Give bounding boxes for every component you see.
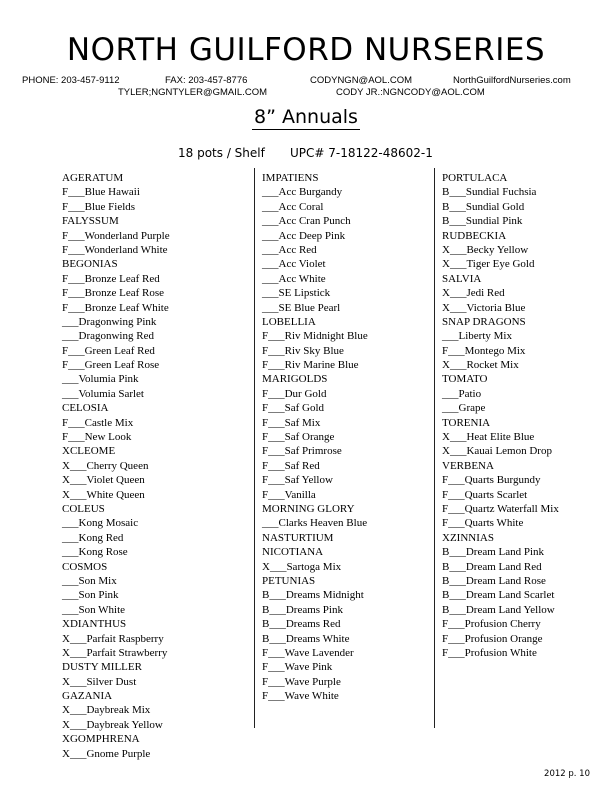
page-footer: 2012 p. 10 xyxy=(544,769,590,779)
category-heading: TORENIA xyxy=(442,416,491,429)
plant-item: X___Becky Yellow xyxy=(442,243,529,256)
plant-item: B___Dream Land Yellow xyxy=(442,603,555,616)
plant-item: ___Son Mix xyxy=(62,574,117,587)
phone-text: PHONE: 203-457-9112 xyxy=(22,75,120,86)
plant-item: X___Sartoga Mix xyxy=(262,560,342,573)
plant-item: ___Acc Violet xyxy=(262,258,326,271)
category-heading: XCLEOME xyxy=(62,445,116,458)
plant-list-column-3 xyxy=(442,171,559,660)
plant-item: F___Riv Midnight Blue xyxy=(262,330,368,343)
plant-item: F___Blue Fields xyxy=(62,200,136,213)
plant-item: ___Son White xyxy=(62,603,126,616)
plant-item: ___Dragonwing Red xyxy=(62,330,154,343)
plant-item: F___Bronze Leaf White xyxy=(62,301,169,314)
plant-item: B___Dream Land Red xyxy=(442,560,542,573)
plant-item: F___Wonderland White xyxy=(62,243,168,256)
plant-item: ___Volumia Pink xyxy=(62,373,139,386)
category-heading: LOBELLIA xyxy=(262,315,316,328)
plant-item: X___White Queen xyxy=(62,488,145,501)
column-divider xyxy=(434,168,435,728)
plant-item: ___Dragonwing Pink xyxy=(62,315,157,328)
plant-item: ___Acc White xyxy=(262,272,326,285)
plant-item: B___Dreams Red xyxy=(262,618,341,631)
plant-item: X___Jedi Red xyxy=(442,287,505,300)
plant-item: F___Bronze Leaf Rose xyxy=(62,287,165,300)
plant-item: ___Clarks Heaven Blue xyxy=(262,517,368,530)
plant-item: B___Sundial Pink xyxy=(442,215,523,228)
plant-item: ___Kong Red xyxy=(62,531,124,544)
plant-item: F___Profusion White xyxy=(442,646,537,659)
category-heading: MORNING GLORY xyxy=(262,502,355,515)
plant-item: F___Green Leaf Red xyxy=(62,344,155,357)
category-heading: IMPATIENS xyxy=(262,172,319,184)
category-heading: MARIGOLDS xyxy=(262,373,328,386)
plant-item: F___Saf Yellow xyxy=(262,474,333,487)
plant-item: B___Dream Land Scarlet xyxy=(442,589,555,602)
plant-item: B___Dreams Pink xyxy=(262,603,343,616)
plant-item: F___New Look xyxy=(62,431,132,444)
column-divider xyxy=(254,168,255,728)
plant-item: ___Son Pink xyxy=(62,589,119,602)
plant-item: F___Saf Orange xyxy=(262,431,335,444)
plant-item: ___SE Blue Pearl xyxy=(262,301,341,314)
category-heading: VERBENA xyxy=(442,459,494,472)
plant-item: ___Grape xyxy=(442,402,486,415)
plant-item: ___Acc Burgandy xyxy=(262,186,343,199)
plant-item: F___Saf Mix xyxy=(262,416,321,429)
category-heading: COLEUS xyxy=(62,502,105,515)
plant-item: X___Cherry Queen xyxy=(62,459,149,472)
plant-item: F___Vanilla xyxy=(262,488,316,501)
plant-item: X___Rocket Mix xyxy=(442,359,519,372)
plant-item: F___Wonderland Purple xyxy=(62,229,170,242)
category-heading: NICOTIANA xyxy=(262,546,324,559)
plant-item: F___Castle Mix xyxy=(62,416,134,429)
category-heading: XDIANTHUS xyxy=(62,618,127,631)
plant-item: ___Liberty Mix xyxy=(442,330,512,343)
category-heading: SNAP DRAGONS xyxy=(442,315,526,328)
plant-item: X___Parfait Raspberry xyxy=(62,632,164,645)
upc-code: UPC# 7-18122-48602-1 xyxy=(290,146,433,160)
plant-item: X___Gnome Purple xyxy=(62,747,151,760)
plant-item: ___Volumia Sarlet xyxy=(62,387,144,400)
plant-item: X___Kauai Lemon Drop xyxy=(442,445,552,458)
category-heading: PORTULACA xyxy=(442,172,508,184)
plant-item: F___Quartz Waterfall Mix xyxy=(442,502,559,515)
plant-list-column-1 xyxy=(62,171,170,761)
plant-item: X___Heat Elite Blue xyxy=(442,431,535,444)
plant-item: F___Wave Purple xyxy=(262,675,341,688)
email-cody-jr[interactable]: CODY JR.:NGNCODY@AOL.COM xyxy=(336,87,485,98)
category-heading: CELOSIA xyxy=(62,402,109,415)
plant-item: F___Riv Sky Blue xyxy=(262,344,344,357)
plant-item: B___Dreams Midnight xyxy=(262,589,364,602)
plant-item: F___Blue Hawaii xyxy=(62,186,140,199)
plant-item: X___Parfait Strawberry xyxy=(62,646,168,659)
plant-item: ___Patio xyxy=(442,387,482,400)
plant-item: F___Quarts White xyxy=(442,517,524,530)
plant-item: F___Green Leaf Rose xyxy=(62,359,160,372)
pots-per-shelf: 18 pots / Shelf xyxy=(178,146,265,160)
plant-item: B___Dreams White xyxy=(262,632,350,645)
category-heading: TOMATO xyxy=(442,373,488,386)
category-heading: RUDBECKIA xyxy=(442,229,507,242)
plant-item: F___Dur Gold xyxy=(262,387,327,400)
plant-item: ___Acc Coral xyxy=(262,200,324,213)
plant-item: ___SE Lipstick xyxy=(262,287,331,300)
plant-item: X___Daybreak Yellow xyxy=(62,718,163,731)
plant-item: F___Saf Primrose xyxy=(262,445,342,458)
plant-item: B___Dream Land Pink xyxy=(442,546,545,559)
category-heading: PETUNIAS xyxy=(262,574,316,587)
plant-item: F___Profusion Cherry xyxy=(442,618,541,631)
plant-item: ___Acc Deep Pink xyxy=(262,229,346,242)
email-tyler[interactable]: TYLER;NGNTYLER@GMAIL.COM xyxy=(118,87,267,98)
plant-item: X___Silver Dust xyxy=(62,675,137,688)
plant-list-column-2 xyxy=(262,171,368,703)
plant-item: ___Acc Red xyxy=(262,243,317,256)
category-heading: XGOMPHRENA xyxy=(62,733,140,746)
plant-item: F___Saf Red xyxy=(262,459,320,472)
category-heading: SALVIA xyxy=(442,272,482,285)
plant-item: ___Acc Cran Punch xyxy=(262,215,351,228)
plant-item: B___Sundial Gold xyxy=(442,200,525,213)
plant-item: B___Sundial Fuchsia xyxy=(442,186,537,199)
category-heading: FALYSSUM xyxy=(62,215,119,228)
plant-item: F___Riv Marine Blue xyxy=(262,359,359,372)
plant-item: F___Wave Lavender xyxy=(262,646,354,659)
email-cody[interactable]: CODYNGN@AOL.COM xyxy=(310,75,413,86)
category-heading: BEGONIAS xyxy=(62,258,118,271)
category-heading: XZINNIAS xyxy=(442,531,494,544)
plant-item: X___Victoria Blue xyxy=(442,301,526,314)
plant-item: F___Saf Gold xyxy=(262,402,325,415)
plant-item: X___Violet Queen xyxy=(62,474,145,487)
section-title: 8” Annuals xyxy=(254,106,358,128)
plant-item: F___Profusion Orange xyxy=(442,632,543,645)
plant-item: F___Wave Pink xyxy=(262,661,333,674)
category-heading: NASTURTIUM xyxy=(262,531,334,544)
website-link[interactable]: NorthGuilfordNurseries.com xyxy=(453,75,571,86)
plant-item: X___Tiger Eye Gold xyxy=(442,258,535,271)
category-heading: GAZANIA xyxy=(62,690,113,703)
plant-item: F___Quarts Burgundy xyxy=(442,474,541,487)
plant-item: X___Daybreak Mix xyxy=(62,704,151,717)
category-heading: AGERATUM xyxy=(62,172,124,184)
page-title: NORTH GUILFORD NURSERIES xyxy=(66,32,546,68)
plant-item: B___Dream Land Rose xyxy=(442,574,546,587)
category-heading: DUSTY MILLER xyxy=(62,661,142,674)
plant-item: ___Kong Rose xyxy=(62,546,128,559)
plant-item: ___Kong Mosaic xyxy=(62,517,139,530)
plant-item: F___Wave White xyxy=(262,690,339,703)
plant-item: F___Bronze Leaf Red xyxy=(62,272,160,285)
plant-item: F___Quarts Scarlet xyxy=(442,488,528,501)
plant-item: F___Montego Mix xyxy=(442,344,526,357)
fax-text: FAX: 203-457-8776 xyxy=(165,75,248,86)
category-heading: COSMOS xyxy=(62,560,108,573)
